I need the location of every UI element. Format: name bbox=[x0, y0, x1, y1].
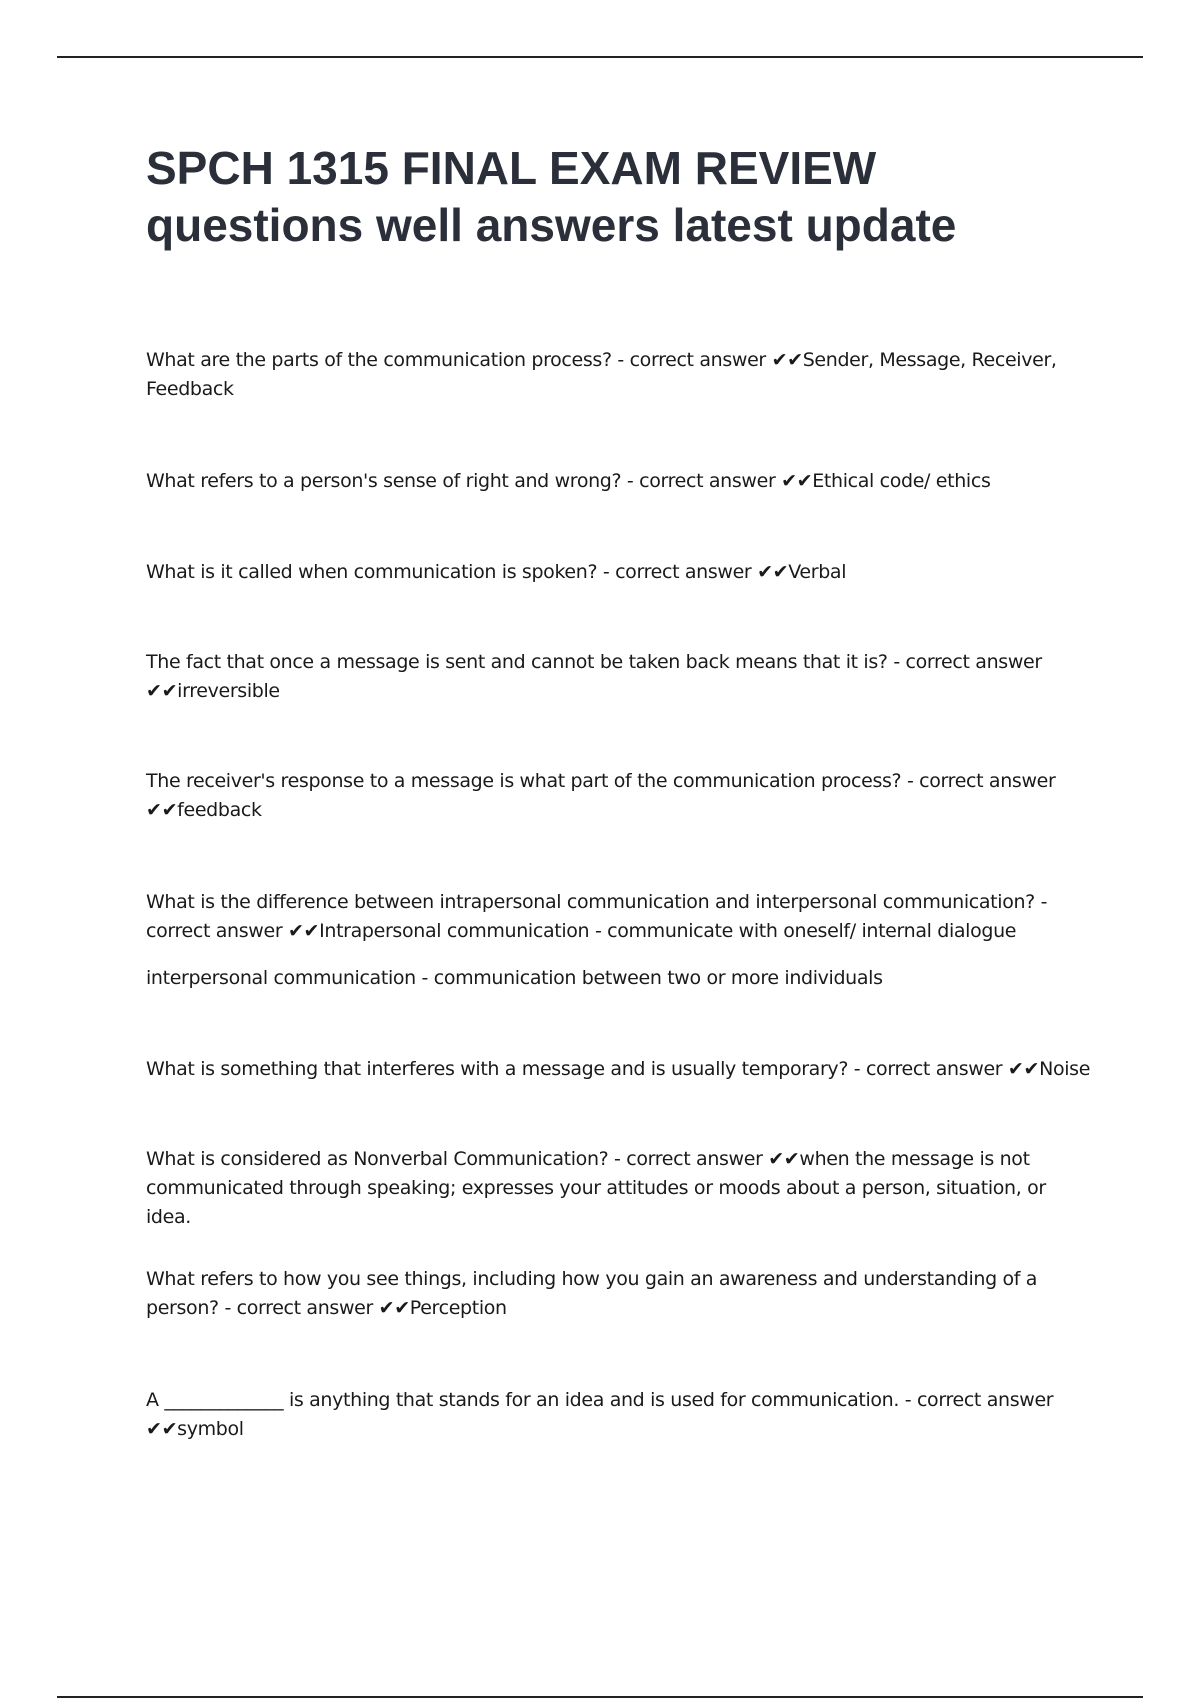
footer-divider bbox=[57, 1696, 1143, 1698]
qa-item-4 bbox=[146, 648, 1096, 706]
question-text: What refers to a person's sense of right and wrong? - correct answer ✔✔ bbox=[146, 470, 813, 492]
question-text: A _____________ is anything that stands for an idea and is used for communication. - correct answer ✔✔ bbox=[146, 1389, 1054, 1440]
question-text: What are the parts of the communication process? - correct answer ✔✔ bbox=[146, 349, 803, 371]
question-text: What is considered as Nonverbal Communication? - correct answer ✔✔ bbox=[146, 1148, 800, 1170]
question-text: What refers to how you see things, including how you gain an awareness and understanding of a person? - correct answer ✔✔ bbox=[146, 1268, 1038, 1319]
qa-item-6-continuation bbox=[146, 964, 1096, 993]
qa-item-2 bbox=[146, 467, 1096, 496]
answer-text: Sender, Message, Receiver, Feedback bbox=[146, 349, 1057, 400]
qa-item-1 bbox=[146, 346, 1096, 404]
answer-text: symbol bbox=[177, 1418, 244, 1440]
title-line-1: SPCH 1315 FINAL EXAM REVIEW bbox=[146, 142, 877, 194]
header-divider bbox=[57, 56, 1143, 58]
qa-item-5 bbox=[146, 767, 1096, 825]
answer-text: Noise bbox=[1039, 1058, 1091, 1080]
answer-text: irreversible bbox=[177, 680, 280, 702]
answer-text: feedback bbox=[177, 799, 262, 821]
answer-text: when the message is not communicated through speaking; expresses your attitudes or moods about a person, situation, or idea. bbox=[146, 1148, 1046, 1228]
answer-text: Ethical code/ ethics bbox=[812, 470, 991, 492]
qa-item-7 bbox=[146, 1055, 1096, 1084]
qa-item-8 bbox=[146, 1145, 1096, 1232]
answer-text: Verbal bbox=[788, 561, 847, 583]
title-line-2: questions well answers latest update bbox=[146, 199, 957, 251]
document-title bbox=[146, 140, 1146, 254]
question-text: The receiver's response to a message is what part of the communication process? - correct answer ✔✔ bbox=[146, 770, 1056, 821]
qa-item-9 bbox=[146, 1265, 1096, 1323]
qa-item-10 bbox=[146, 1386, 1096, 1444]
question-text: The fact that once a message is sent and cannot be taken back means that it is? - correct answer ✔✔ bbox=[146, 651, 1042, 702]
question-text: What is it called when communication is spoken? - correct answer ✔✔ bbox=[146, 561, 789, 583]
qa-item-6 bbox=[146, 888, 1096, 946]
answer-text: interpersonal communication - communication between two or more individuals bbox=[146, 967, 883, 989]
question-text: What is something that interferes with a message and is usually temporary? - correct answer ✔✔ bbox=[146, 1058, 1040, 1080]
answer-text: Intrapersonal communication - communicate with oneself/ internal dialogue bbox=[319, 920, 1017, 942]
answer-text: Perception bbox=[409, 1297, 507, 1319]
qa-item-3 bbox=[146, 558, 1096, 587]
question-text: What is the difference between intrapersonal communication and interpersonal communication? - correct answer ✔✔ bbox=[146, 891, 1048, 942]
